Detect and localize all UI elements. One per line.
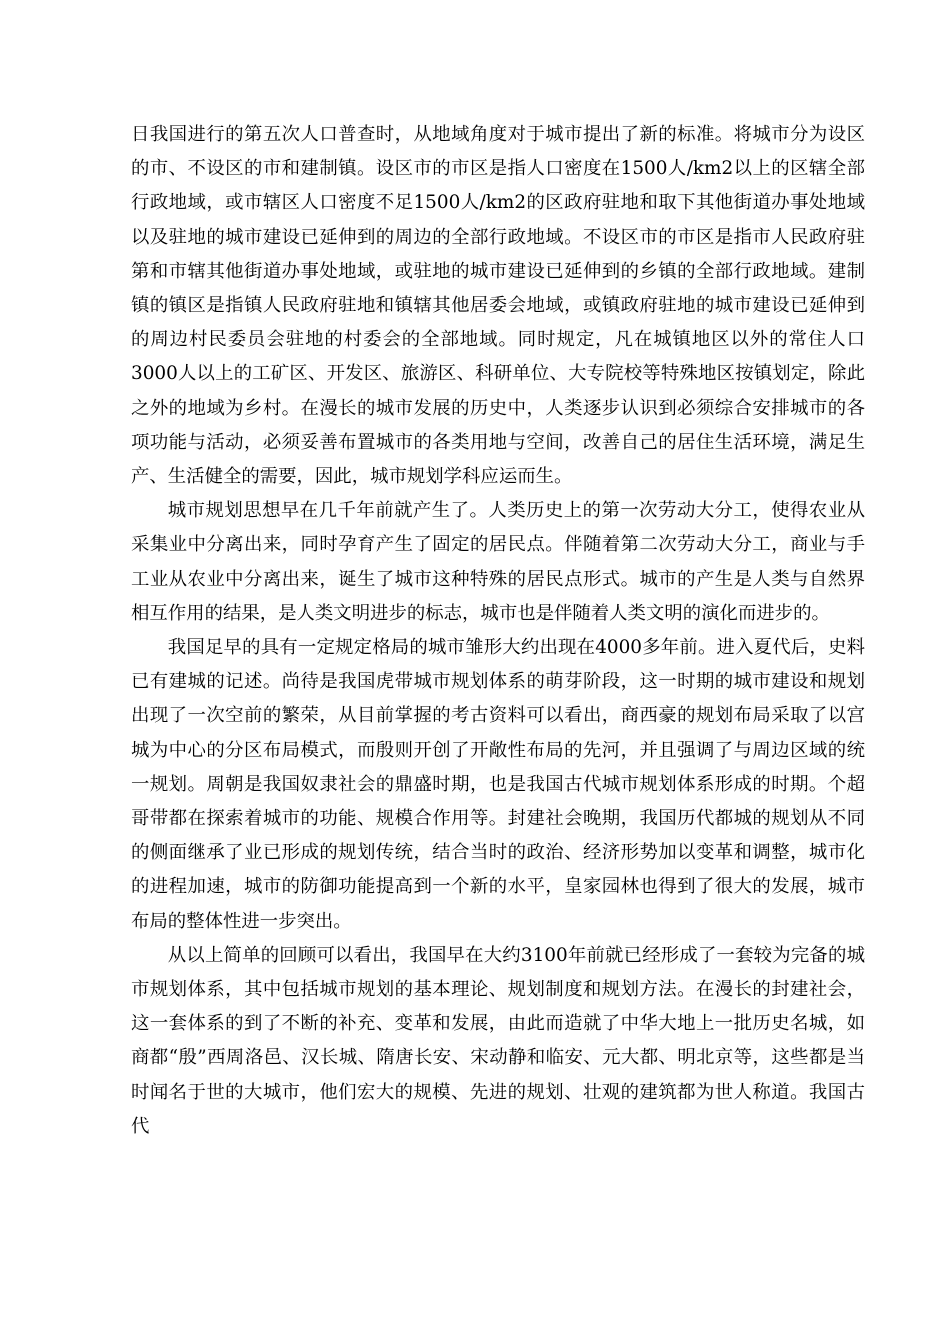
paragraph-4: 从以上简单的回顾可以看出，我国早在大约3100年前就已经形成了一套较为完备的城市规划体系，其中包括城市规划的基本理论、规划制度和规划方法。在漫长的封建社会，这一套体系的到了不断的补充、变革和发展，由此而造就了中华大地上一批历史名城，如商都“殷”西周洛邑、汉长城、隋唐长安、宋动静和临安、元大都、明北京等，这些都是当时闻名于世的大城市，他们宏大的规模、先进的规划、壮观的建筑都为世人称道。我国古代 — [131, 944, 865, 1137]
paragraph-3: 我国足早的具有一定规定格局的城市雏形大约出现在4000多年前。进入夏代后，史料已有建城的记述。尚待是我国虎带城市规划体系的萌芽阶段，这一时期的城市建设和规划出现了一次空前的繁荣，从目前掌握的考古资料可以看出，商西豪的规划布局采取了以宫城为中心的分区布局模式，而殷则开创了开敞性布局的先河，并且强调了与周边区域的统一规划。周朝是我国奴隶社会的鼎盛时期，也是我国古代城市规划体系形成的时期。个超哥带都在探索着城市的功能、规模合作用等。封建社会晚期，我国历代都城的规划从不同的侧面继承了业已形成的规划传统，结合当时的政治、经济形势加以变革和调整，城市化的进程加速，城市的防御功能提高到一个新的水平，皇家园林也得到了很大的发展，城市布局的整体性进一步突出。 — [131, 637, 865, 932]
paragraph-2: 城市规划思想早在几千年前就产生了。人类历史上的第一次劳动大分工，使得农业从采集业中分离出来，同时孕育产生了固定的居民点。伴随着第二次劳动大分工，商业与手工业从农业中分离出来，诞生了城市这种特殊的居民点形式。城市的产生是人类与自然界相互作用的结果，是人类文明进步的标志，城市也是伴随着人类文明的演化而进步的。 — [131, 500, 865, 624]
document-body — [131, 118, 865, 1144]
paragraph-1: 日我国进行的第五次人口普查时，从地域角度对于城市提出了新的标准。将城市分为设区的市、不设区的市和建制镇。设区市的市区是指人口密度在1500人/km2以上的区辖全部行政地域，或市辖区人口密度不足1500人/km2的区政府驻地和取下其他街道办事处地域以及驻地的城市建设已延伸到的周边的全部行政地域。不设区市的市区是指市人民政府驻第和市辖其他街道办事处地域，或驻地的城市建设已延伸到的乡镇的全部行政地域。建制镇的镇区是指镇人民政府驻地和镇辖其他居委会地域，或镇政府驻地的城市建设已延伸到的周边村民委员会驻地的村委会的全部地域。同时规定，凡在城镇地区以外的常住人口3000人以上的工矿区、开发区、旅游区、科研单位、大专院校等特殊地区按镇划定，除此之外的地域为乡村。在漫长的城市发展的历史中，人类逐步认识到必须综合安排城市的各项功能与活动，必须妥善布置城市的各类用地与空间，改善自己的居住生活环境，满足生产、生活健全的需要，因此，城市规划学科应运而生。 — [131, 124, 865, 488]
